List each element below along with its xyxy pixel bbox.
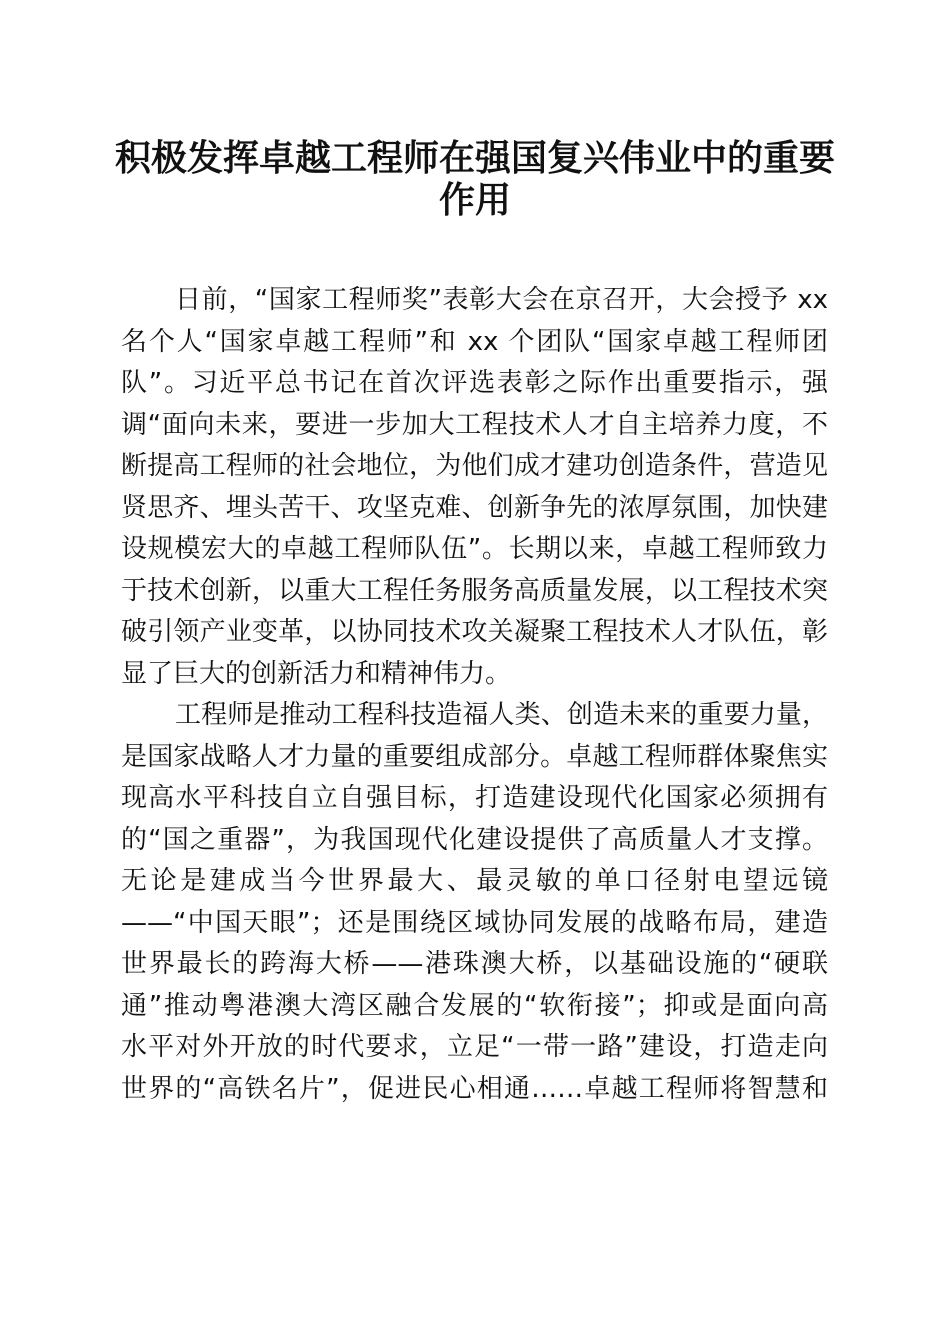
document-body <box>121 280 828 1110</box>
paragraph-line: 破引领产业变革，以协同技术攻关凝聚工程技术人才队伍，彰 <box>121 617 828 647</box>
paragraph <box>121 695 828 1110</box>
paragraph-line: 世界的“高铁名片”，促进民心相通……卓越工程师将智慧和 <box>121 1073 828 1104</box>
paragraph-line: 名个人“国家卓越工程师”和 xx 个团队“国家卓越工程师团 <box>121 326 828 357</box>
paragraph-line: 日前，“国家工程师奖”表彰大会在京召开，大会授予 xx <box>175 285 828 315</box>
document-title-line-2: 作用 <box>438 179 511 221</box>
paragraph-line: 断提高工程师的社会地位，为他们成才建功创造条件，营造见 <box>121 451 828 481</box>
paragraph-line: 于技术创新，以重大工程任务服务高质量发展，以工程技术突 <box>121 575 828 606</box>
paragraph-line: 贤思齐、埋头苦干、攻坚克难、创新争先的浓厚氛围，加快建 <box>121 492 828 523</box>
document-title-line-1: 积极发挥卓越工程师在强国复兴伟业中的重要 <box>114 137 835 179</box>
paragraph-line: 是国家战略人才力量的重要组成部分。卓越工程师群体聚焦实 <box>121 741 828 772</box>
paragraph-line: 世界最长的跨海大桥——港珠澳大桥，以基础设施的“硬联 <box>121 949 828 979</box>
paragraph-line: 队”。习近平总书记在首次评选表彰之际作出重要指示，强 <box>121 368 828 398</box>
paragraph-line: 显了巨大的创新活力和精神伟力。 <box>121 658 512 689</box>
paragraph-line: 调“面向未来，要进一步加大工程技术人才自主培养力度，不 <box>121 409 828 440</box>
paragraph <box>121 280 828 695</box>
paragraph-line: 通”推动粤港澳大湾区融合发展的“软衔接”；抑或是面向高 <box>121 990 828 1021</box>
paragraph-line: 的“国之重器”，为我国现代化建设提供了高质量人才支撑。 <box>121 824 828 855</box>
paragraph-line: 水平对外开放的时代要求，立足“一带一路”建设，打造走向 <box>121 1032 828 1062</box>
paragraph-line: 设规模宏大的卓越工程师队伍”。长期以来，卓越工程师致力 <box>121 534 828 564</box>
paragraph-line: ——“中国天眼”；还是围绕区域协同发展的战略布局，建造 <box>121 907 828 938</box>
paragraph-line: 现高水平科技自立自强目标，打造建设现代化国家必须拥有 <box>121 783 828 813</box>
paragraph-line: 无论是建成当今世界最大、最灵敏的单口径射电望远镜 <box>121 866 828 896</box>
paragraph-line: 工程师是推动工程科技造福人类、创造未来的重要力量， <box>175 700 828 730</box>
